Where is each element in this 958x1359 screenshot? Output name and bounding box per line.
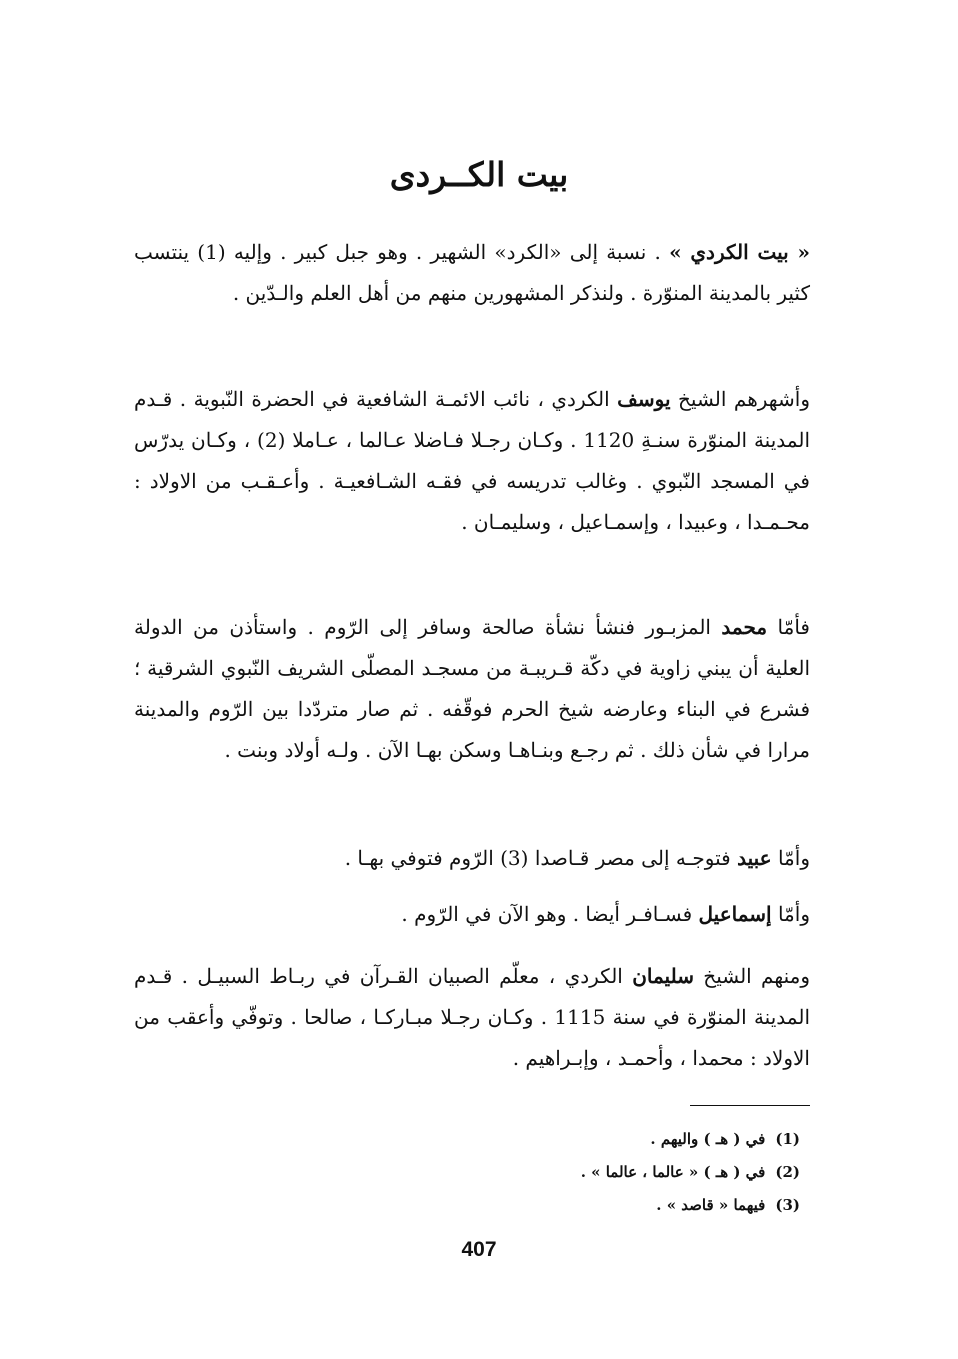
paragraph-text: الكردي ، معلّم الصبيان القـرآن في ربـاط السبيـل . قـدم المدينة المنوّرة في سنة 1115 . وكـان رجـلا مبـاركـا ، صالحا . وتوفّي وأعقب من الاولاد : محمدا ، وأحمـد ، وإبـراهيم . [134,964,810,1070]
footnote-number: (2) [775,1163,800,1181]
footnote-item [400,1156,800,1189]
paragraph-intro [134,232,810,314]
paragraph-text: المزبـور فنشأ نشأة صالحة وسافر إلى الرّوم . واستأذن من الدولة العلية أن يبني زاوية في دكّة قـريبـة من مسجـد المصلّى الشريف النّبوي الشرقية ؛ فشرع في البناء وعارضه شيخ الحرم فوقّفه . ثم صار متردّدا بين الرّوم والمدينة مرارا في شأن ذلك . ثم رجـع وبنـاهـا وسكن بهـا الآن . ولـه أولاد وبنت . [134,615,810,762]
paragraph-text: فأمّا [767,615,810,639]
footnotes [400,1123,800,1222]
bold-name: سليمان [632,964,694,988]
footnote-item [400,1123,800,1156]
paragraph-sulayman [134,956,810,1079]
paragraph-text: ومنهم الشيخ [693,964,810,988]
footnote-text: في ( هـ ) « عالما ، عالما » . [580,1163,766,1181]
paragraph-ubayd [134,838,862,879]
paragraph-ismail [134,894,862,935]
page-number: 407 [461,1238,497,1261]
footnote-number: (3) [775,1196,800,1214]
footnote-text: في ( هـ ) واليهم . [650,1130,766,1148]
paragraph-text: وأشهرهم الشيخ [670,387,810,411]
paragraph-yusuf [134,379,810,543]
paragraph-text: وأمّا [771,902,810,926]
paragraph-muhammad [134,607,810,771]
paragraph-text: وأمّا [771,846,810,870]
footnote-text: فيهما « قاصد » . [656,1196,766,1214]
paragraph-text: فتوجـه إلى مصر قـاصدا (3) الرّوم فتوفي بهـا . [344,846,738,870]
bold-name: يوسف [617,387,671,411]
bold-name: محمد [721,615,768,639]
paragraph-text: الكردي ، نائب الائمـة الشافعية في الحضرة النّبوية . قـدم المدينة المنوّرة سنـةِ 1120 . وكـان رجـلا فـاضلا عـالما ، عـاملا (2) ، وكـان يدرّس في المسجد النّبوي . وغالب تدريسه في فقـه الشـافعيـة . وأعـقـب من الاولاد : محـمـدا ، وعبيدا ، وإسمـاعيل ، وسليمـان . [134,387,810,534]
bold-term: « بيت الكردي » [669,240,810,264]
bold-name: إسماعيل [698,902,772,926]
footnote-divider [690,1105,810,1106]
page-title: بيت الكــردى [389,155,569,194]
bold-name: عبيد [737,846,772,870]
footnote-item [400,1189,800,1222]
footnote-number: (1) [775,1130,800,1148]
paragraph-text: فسـافـر أيضا . وهو الآن في الرّوم . [401,902,699,926]
paragraph-text: . نسبة إلى «الكرد» الشهير . وهو جبل كبير . وإليه (1) ينتسب كثير بالمدينة المنوّرة . ولنذكر المشهورين منهم من أهل العلم والـدّين . [134,240,810,305]
